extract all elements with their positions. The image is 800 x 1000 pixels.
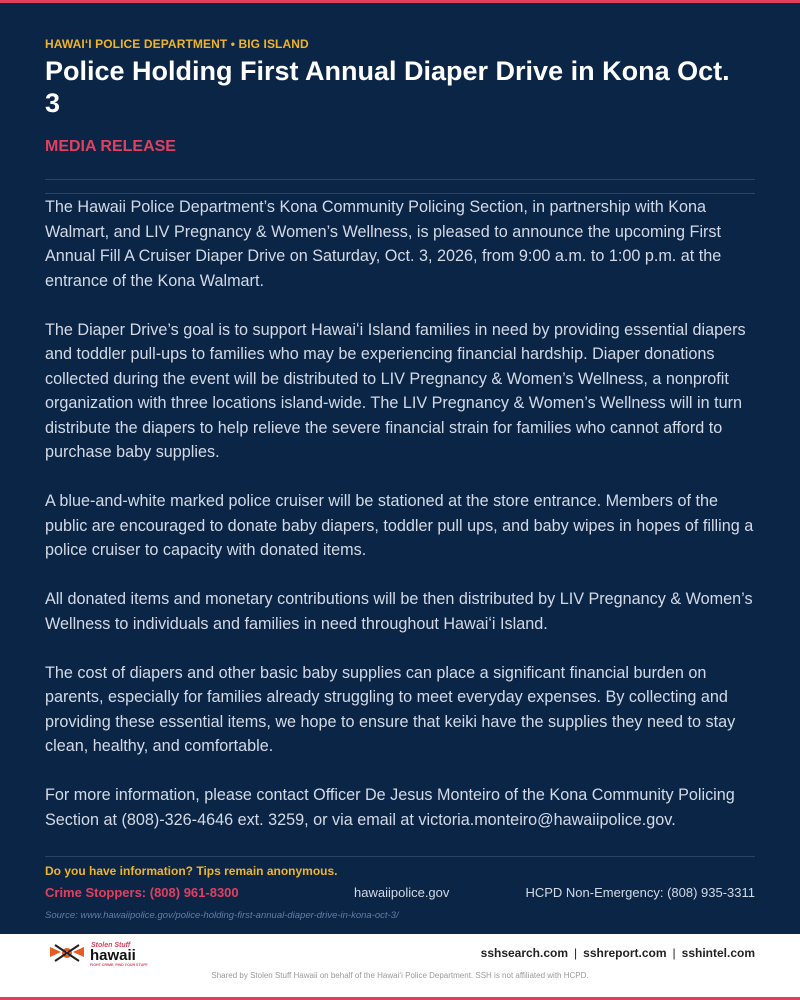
release-body: [45, 195, 757, 857]
website-link[interactable]: hawaiipolice.gov: [354, 885, 450, 900]
page-title: Police Holding First Annual Diaper Drive in Kona Oct. 3: [45, 56, 730, 118]
divider: [45, 179, 755, 180]
paragraph: All donated items and monetary contributions will be then distributed by LIV Pregnancy & Women’s Wellness to individuals and families in need throughout Hawaiʻi Island.: [45, 590, 753, 633]
crime-stoppers-phone[interactable]: Crime Stoppers: (808) 961-8300: [45, 885, 239, 900]
logo-tagline: FIGHT CRIME. FIND YOUR STUFF.: [90, 963, 149, 967]
paragraph: The Hawaii Police Department’s Kona Community Policing Section, in partnership with Kona Walmart, and LIV Pregnancy & Women’s Wellness, is pleased to announce the upcoming First Annual Fill A Cruiser Diaper Drive on Saturday, Oct. 3, 2026, from 9:00 a.m. to 1:00 p.m. at the entrance of the Kona Walmart.: [45, 198, 722, 290]
logo-top-text: Stolen Stuff: [91, 942, 131, 949]
divider: [45, 193, 755, 194]
shared-disclaimer: Shared by Stolen Stuff Hawaii on behalf of the Hawaiʻi Police Department. SSH is not affiliated with HCPD.: [211, 971, 589, 980]
stolen-stuff-hawaii-logo[interactable]: [47, 940, 152, 968]
non-emergency-phone[interactable]: HCPD Non-Emergency: (808) 935-3311: [525, 885, 755, 900]
link-separator: |: [672, 946, 676, 960]
tips-notice: Do you have information? Tips remain anonymous.: [45, 864, 338, 878]
paragraph: The Diaper Drive’s goal is to support Hawaiʻi Island families in need by providing essential diapers and toddler pull-ups to families who may be experiencing financial hardship. Diaper donations collected during the event will be distributed to LIV Pregnancy & Women’s Wellness, a nonprofit organization with three locations island-wide. The LIV Pregnancy & Women’s Wellness will in turn distribute the diapers to help relieve the severe financial strain for families who cannot afford to purchase baby supplies.: [45, 320, 746, 461]
paragraph: For more information, please contact Officer De Jesus Monteiro of the Kona Community Policing Section at (808)-326-4646 ext. 3259, or via email at victoria.monteiro@hawaiipolice.gov.: [45, 786, 735, 829]
footer-link-sshintel[interactable]: sshintel.com: [681, 946, 755, 960]
footer: [0, 934, 800, 997]
source-link[interactable]: Source: www.hawaiipolice.gov/police-holding-first-annual-diaper-drive-in-kona-oct-3/: [45, 910, 399, 921]
paragraph: A blue-and-white marked police cruiser will be stationed at the store entrance. Members of the public are encouraged to donate baby diapers, toddler pull ups, and baby wipes in hopes of filling a police cruiser to capacity with donated items.: [45, 492, 754, 559]
paragraph: The cost of diapers and other basic baby supplies can place a significant financial burden on parents, especially for families already struggling to meet everyday expenses. By collecting and providing these essential items, we hope to ensure that keiki have the supplies they need to stay clean, healthy, and comfortable.: [45, 663, 736, 755]
footer-link-sshsearch[interactable]: sshsearch.com: [480, 946, 569, 960]
department-label: HAWAIʻI POLICE DEPARTMENT • BIG ISLAND: [45, 37, 309, 51]
logo-main-text: hawaii: [90, 947, 136, 964]
logo-emblem-icon: [50, 945, 84, 961]
footer-link-sshreport[interactable]: sshreport.com: [583, 946, 667, 960]
divider: [45, 856, 755, 857]
media-release-label: MEDIA RELEASE: [45, 138, 176, 155]
footer-links: [481, 946, 755, 960]
link-separator: |: [574, 946, 578, 960]
